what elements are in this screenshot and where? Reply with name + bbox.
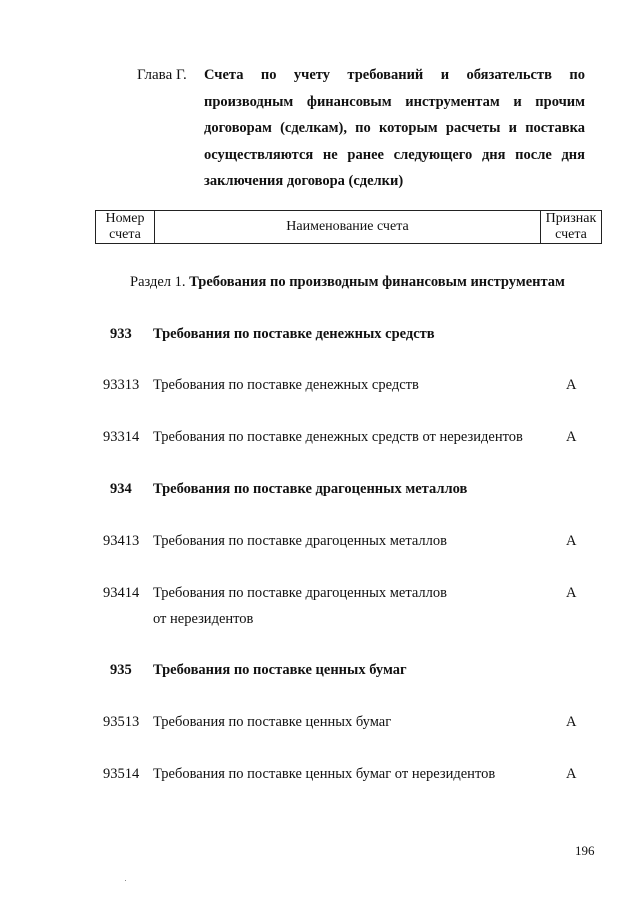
account-name: Требования по поставке денежных средств (153, 377, 419, 393)
account-sign: А (566, 766, 577, 782)
header-number-line1: Номер (105, 211, 145, 226)
header-sign-line2: счета (555, 227, 587, 242)
account-name: Требования по поставке драгоценных металлов (153, 533, 447, 549)
account-number: 93313 (103, 377, 140, 393)
account-name: Требования по поставке ценных бумаг (153, 714, 392, 730)
account-number: 93414 (103, 585, 140, 601)
accounts-table-header (95, 210, 602, 244)
account-sign: А (566, 429, 577, 445)
account-name-continuation: от нерезидентов (153, 611, 254, 627)
account-name: Требования по поставке драгоценных металлов (153, 585, 447, 601)
account-number: 93413 (103, 533, 140, 549)
header-sign-line1: Признак (545, 211, 597, 226)
account-number: 93314 (103, 429, 140, 445)
page-number: 196 (575, 843, 595, 858)
account-number: 93513 (103, 714, 140, 730)
account-sign: А (566, 533, 577, 549)
account-number: 933 (110, 326, 132, 342)
section-prefix: Раздел 1. (130, 274, 186, 290)
chapter-label: Глава Г. (137, 67, 187, 83)
account-name: Требования по поставке денежных средств от нерезидентов (153, 429, 523, 445)
header-account-number (96, 211, 155, 243)
account-name: Требования по поставке драгоценных металлов (153, 481, 468, 497)
section-title: Требования по производным финансовым инструментам (189, 274, 565, 290)
scan-speck (125, 880, 126, 881)
header-number-line2: счета (109, 227, 141, 242)
account-sign: А (566, 585, 577, 601)
account-sign: А (566, 377, 577, 393)
header-account-sign (541, 211, 601, 243)
header-account-name: Наименование счета (155, 211, 541, 243)
chapter-title: Счета по учету требований и обязательств по производным финансовым инструментам и прочим договорам (сделкам), по которым расчеты и поставка осуществляются не ранее следующего дня после дня заключения договора (сделки) (204, 67, 585, 189)
section-heading (130, 274, 565, 291)
account-name: Требования по поставке ценных бумаг (153, 662, 407, 678)
account-sign: А (566, 714, 577, 730)
account-name: Требования по поставке денежных средств (153, 326, 435, 342)
account-number: 93514 (103, 766, 140, 782)
account-name: Требования по поставке ценных бумаг от нерезидентов (153, 766, 496, 782)
account-number: 934 (110, 481, 132, 497)
account-number: 935 (110, 662, 132, 678)
